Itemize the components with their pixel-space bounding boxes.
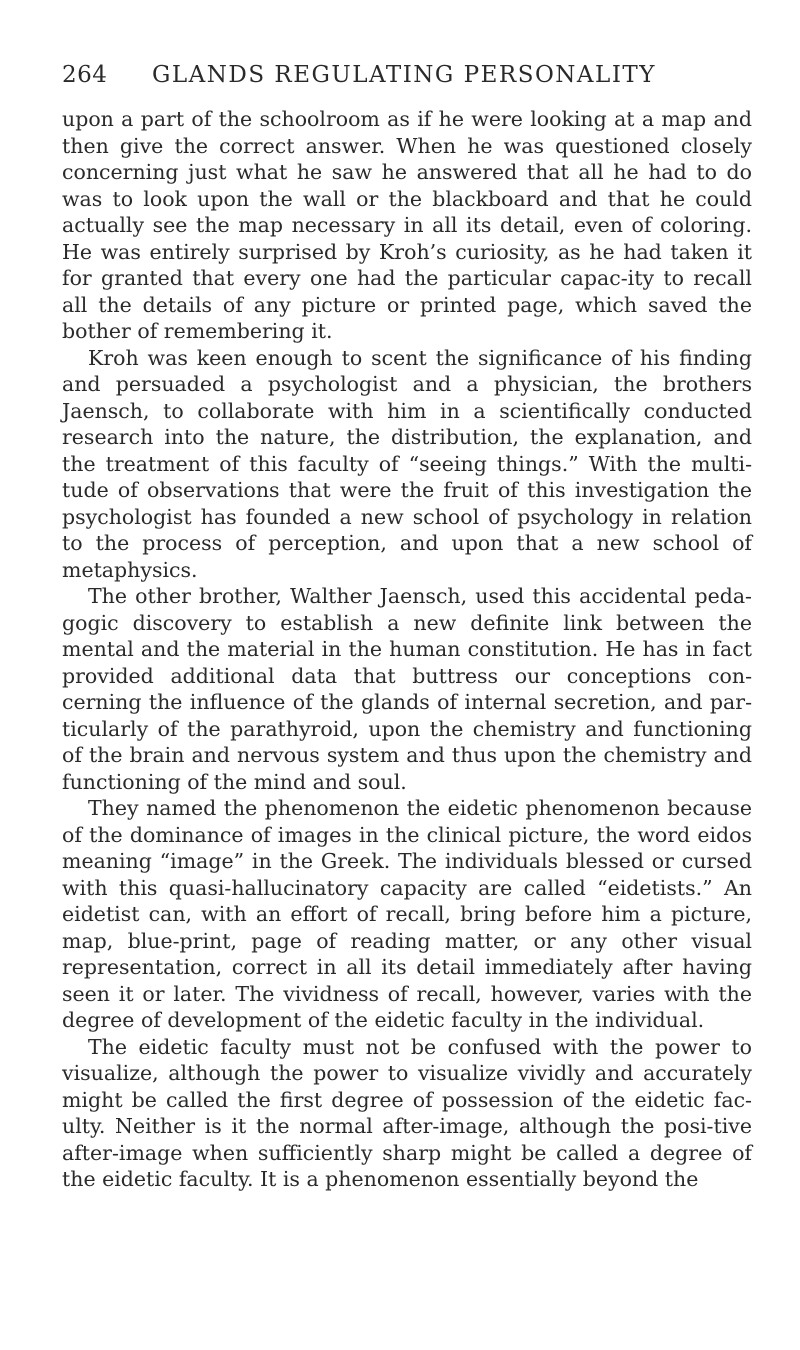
- paragraph-continued: upon a part of the schoolroom as if he were looking at a map and then give the correct answer. When he was questioned closely concerning just what he saw he answered that all he had to do was to look upon the wall or the blackboard and that he could actually see the map necessary in all its detail, even of coloring. He was entirely surprised by Kroh’s curiosity, as he had taken it for granted that every one had the particular capac-ity to recall all the details of any picture or printed page, which saved the bother of remembering it.: [62, 107, 752, 343]
- page-number: 264: [62, 62, 108, 88]
- paragraph: Kroh was keen enough to scent the significance of his finding and persuaded a psychologist and a physician, the brothers Jaensch, to collaborate with him in a scientifically conducted research into the nature, the distribution, the explanation, and the treatment of this faculty of “seeing things.” With the multi-tude of observations that were the fruit of this investigation the psychologist has founded a new school of psychology in relation to the process of perception, and upon that a new school of metaphysics.: [62, 345, 752, 582]
- paragraph: The other brother, Walther Jaensch, used this accidental peda-gogic discovery to establish a new definite link between the mental and the material in the human constitution. He has in fact provided additional data that buttress our conceptions con-cerning the influence of the glands of internal secretion, and par-ticularly of the parathyroid, upon the chemistry and functioning of the brain and nervous system and thus upon the chemistry and functioning of the mind and soul.: [62, 584, 752, 794]
- running-head-title: GLANDS REGULATING PERSONALITY: [152, 62, 656, 88]
- paragraph: They named the phenomenon the eidetic phenomenon because of the dominance of images in the clinical picture, the word eidos meaning “image” in the Greek. The individuals blessed or cursed with this quasi-hallucinatory capacity are called “eidetists.” An eidetist can, with an effort of recall, bring before him a picture, map, blue-print, page of reading matter, or any other visual representation, correct in all its detail immediately after having seen it or later. The vividness of recall, however, varies with the degree of development of the eidetic faculty in the individual.: [62, 796, 752, 1032]
- body-text: [62, 106, 752, 1193]
- book-page: [62, 62, 752, 1193]
- running-head: [62, 62, 752, 106]
- paragraph: The eidetic faculty must not be confused with the power to visualize, although the power to visualize vividly and accurately might be called the first degree of possession of the eidetic fac-ulty. Neither is it the normal after-image, although the posi-tive after-image when sufficiently sharp might be called a degree of the eidetic faculty. It is a phenomenon essentially beyond the: [62, 1034, 752, 1191]
